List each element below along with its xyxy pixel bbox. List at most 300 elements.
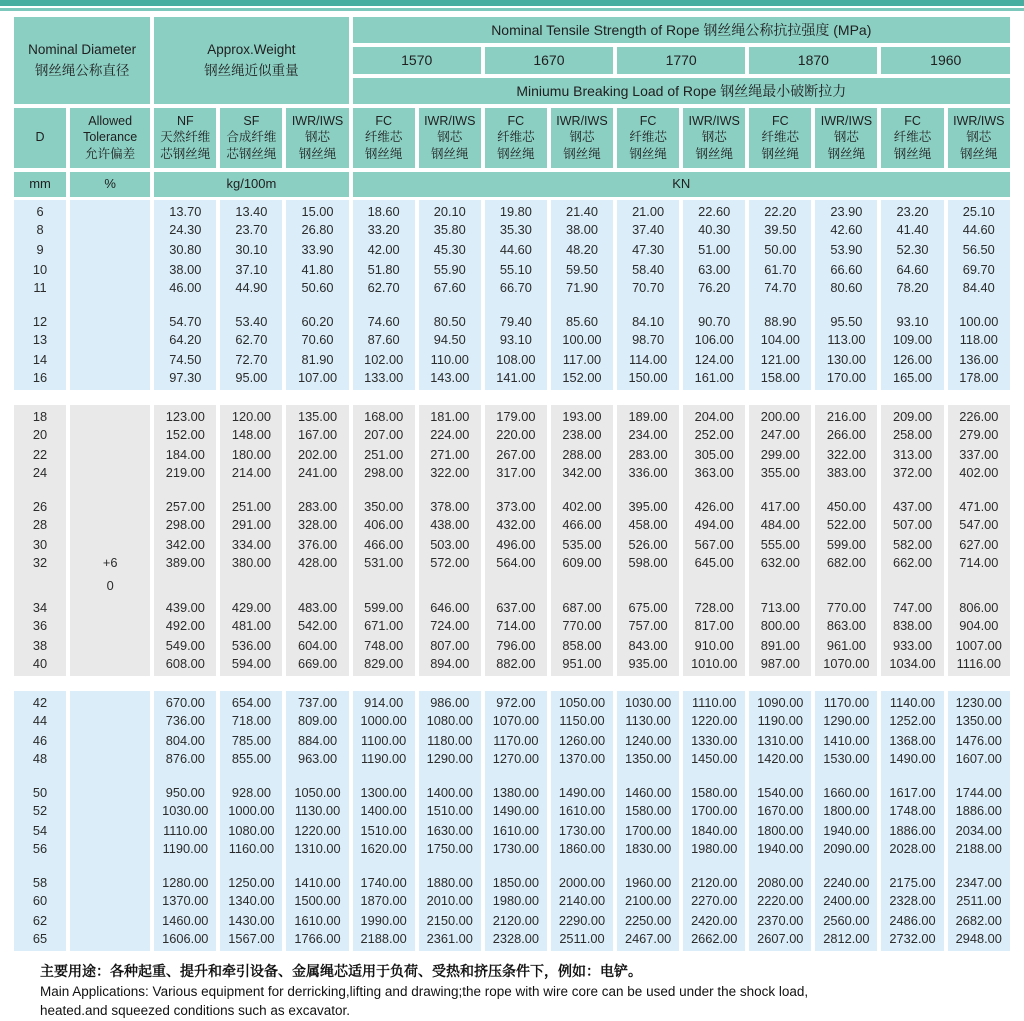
load-value: 42.60: [815, 220, 877, 240]
diameter-value: 65: [14, 931, 66, 951]
load-value: 55.10: [485, 260, 547, 280]
load-value: 863.00: [815, 616, 877, 636]
load-value: 549.00: [154, 636, 216, 656]
load-value: 1370.00: [154, 891, 216, 911]
load-value: 267.00: [485, 445, 547, 465]
load-value: 428.00: [286, 555, 348, 575]
load-value: 1270.00: [485, 751, 547, 771]
spacer-row: [14, 575, 1010, 596]
diameter-value: 54: [14, 821, 66, 841]
load-value: 178.00: [948, 370, 1010, 390]
load-value: 35.80: [419, 220, 481, 240]
tolerance-value: [70, 931, 150, 951]
load-value: 1660.00: [815, 781, 877, 801]
load-value: 219.00: [154, 465, 216, 485]
load-value: 1670.00: [749, 801, 811, 821]
load-value: 102.00: [353, 350, 415, 370]
load-value: 891.00: [749, 636, 811, 656]
load-value: 555.00: [749, 535, 811, 555]
col-head-fc-1870: FC 纤维芯 钢丝绳: [749, 108, 811, 172]
load-value: 100.00: [948, 310, 1010, 330]
load-value: 669.00: [286, 656, 348, 676]
load-value: 598.00: [617, 555, 679, 575]
load-value: 1180.00: [419, 731, 481, 751]
load-value: 350.00: [353, 495, 415, 515]
data-row-d65: [14, 931, 1010, 951]
diameter-value: 13: [14, 330, 66, 350]
load-value: 33.90: [286, 240, 348, 260]
load-value: 376.00: [286, 535, 348, 555]
load-value: 37.10: [220, 260, 282, 280]
load-value: 71.90: [551, 280, 613, 300]
load-value: 1100.00: [353, 731, 415, 751]
load-value: 2607.00: [749, 931, 811, 951]
diameter-value: 42: [14, 691, 66, 711]
load-value: 64.20: [154, 330, 216, 350]
load-value: 471.00: [948, 495, 1010, 515]
data-row-d52: [14, 801, 1010, 821]
data-row-d8: [14, 220, 1010, 240]
load-value: 383.00: [815, 465, 877, 485]
load-value: 1400.00: [419, 781, 481, 801]
data-row-d42: [14, 691, 1010, 711]
load-value: 1620.00: [353, 841, 415, 861]
load-value: 41.80: [286, 260, 348, 280]
load-value: 93.10: [485, 330, 547, 350]
data-row-d18: [14, 405, 1010, 425]
load-value: 1800.00: [815, 801, 877, 821]
load-value: 23.20: [881, 200, 943, 220]
load-value: 547.00: [948, 515, 1010, 535]
load-value: 200.00: [749, 405, 811, 425]
table-container: [0, 11, 1024, 951]
load-value: 2270.00: [683, 891, 745, 911]
load-value: 2328.00: [881, 891, 943, 911]
load-value: 118.00: [948, 330, 1010, 350]
load-value: 1860.00: [551, 841, 613, 861]
load-value: 181.00: [419, 405, 481, 425]
load-value: 209.00: [881, 405, 943, 425]
load-value: 466.00: [551, 515, 613, 535]
load-value: 1886.00: [948, 801, 1010, 821]
load-value: 770.00: [815, 596, 877, 616]
load-value: 800.00: [749, 616, 811, 636]
load-value: 2511.00: [551, 931, 613, 951]
diameter-value: 6: [14, 200, 66, 220]
load-value: 94.50: [419, 330, 481, 350]
load-value: 1090.00: [749, 691, 811, 711]
tolerance-value: [70, 871, 150, 891]
load-value: 675.00: [617, 596, 679, 616]
main-applications-en-line2: heated.and squeezed conditions such as excavator.: [40, 1003, 350, 1019]
load-value: 484.00: [749, 515, 811, 535]
load-value: 646.00: [419, 596, 481, 616]
diameter-value: 56: [14, 841, 66, 861]
load-value: 1260.00: [551, 731, 613, 751]
load-value: 599.00: [353, 596, 415, 616]
load-value: 216.00: [815, 405, 877, 425]
tolerance-value: [70, 841, 150, 861]
data-row-d12: [14, 310, 1010, 330]
load-value: 251.00: [220, 495, 282, 515]
load-value: 322.00: [815, 445, 877, 465]
load-value: 914.00: [353, 691, 415, 711]
col-head-iwr-1870: IWR/IWS 钢芯 钢丝绳: [815, 108, 877, 172]
load-value: 662.00: [881, 555, 943, 575]
diameter-value: 14: [14, 350, 66, 370]
load-value: 2100.00: [617, 891, 679, 911]
data-row-d58: [14, 871, 1010, 891]
load-value: 426.00: [683, 495, 745, 515]
load-value: 121.00: [749, 350, 811, 370]
load-value: 35.30: [485, 220, 547, 240]
load-value: 2812.00: [815, 931, 877, 951]
iwr-line-1: IWR/IWS: [291, 113, 344, 128]
load-value: 1476.00: [948, 731, 1010, 751]
data-row-d56: [14, 841, 1010, 861]
load-value: 1617.00: [881, 781, 943, 801]
load-value: 572.00: [419, 555, 481, 575]
col-head-iwr-1570: IWR/IWS 钢芯 钢丝绳: [419, 108, 481, 172]
tolerance-value: [70, 370, 150, 390]
load-value: 1430.00: [220, 911, 282, 931]
nf-line-1: NF: [176, 113, 194, 128]
diameter-value: 60: [14, 891, 66, 911]
tolerance-value: [70, 821, 150, 841]
data-row-d28: [14, 515, 1010, 535]
tensile-strength-header: Nominal Tensile Strength of Rope 钢丝绳公称抗拉强度 (MPa): [353, 17, 1010, 47]
load-value: 1610.00: [286, 911, 348, 931]
diameter-value: 48: [14, 751, 66, 771]
load-value: 107.00: [286, 370, 348, 390]
tolerance-value: [70, 596, 150, 616]
load-value: 51.80: [353, 260, 415, 280]
load-value: 13.70: [154, 200, 216, 220]
load-value: 1116.00: [948, 656, 1010, 676]
load-value: 124.00: [683, 350, 745, 370]
load-value: 438.00: [419, 515, 481, 535]
diameter-value: 32: [14, 555, 66, 575]
load-value: 1606.00: [154, 931, 216, 951]
spacer-row: [14, 861, 1010, 871]
load-value: 342.00: [154, 535, 216, 555]
load-value: 337.00: [948, 445, 1010, 465]
load-value: 843.00: [617, 636, 679, 656]
load-value: 1750.00: [419, 841, 481, 861]
load-value: 1870.00: [353, 891, 415, 911]
data-row-d50: [14, 781, 1010, 801]
load-value: 670.00: [154, 691, 216, 711]
data-row-d32: [14, 555, 1010, 575]
load-value: 61.70: [749, 260, 811, 280]
load-value: 466.00: [353, 535, 415, 555]
load-value: 2240.00: [815, 871, 877, 891]
data-row-d60: [14, 891, 1010, 911]
load-value: 283.00: [286, 495, 348, 515]
load-value: 1290.00: [419, 751, 481, 771]
data-row-d44: [14, 711, 1010, 731]
load-value: 279.00: [948, 425, 1010, 445]
load-value: 88.90: [749, 310, 811, 330]
load-value: 100.00: [551, 330, 613, 350]
load-value: 935.00: [617, 656, 679, 676]
data-row-d9: [14, 240, 1010, 260]
sf-line-2: 合成纤维: [226, 130, 277, 145]
load-value: 1730.00: [551, 821, 613, 841]
data-row-d20: [14, 425, 1010, 445]
load-value: 110.00: [419, 350, 481, 370]
load-value: 1766.00: [286, 931, 348, 951]
load-value: 882.00: [485, 656, 547, 676]
data-row-d62: [14, 911, 1010, 931]
load-value: 1070.00: [815, 656, 877, 676]
col-head-nf-core: [154, 108, 216, 172]
load-value: 72.70: [220, 350, 282, 370]
load-value: 238.00: [551, 425, 613, 445]
main-applications-en-line1: Main Applications: Various equipment for derricking,lifting and drawing;the rope with wire core can be used under the shock load,: [40, 983, 809, 999]
load-value: 1700.00: [617, 821, 679, 841]
col-head-tolerance: [70, 108, 150, 172]
load-value: 2400.00: [815, 891, 877, 911]
load-value: 305.00: [683, 445, 745, 465]
load-value: 1190.00: [154, 841, 216, 861]
tolerance-value: [70, 465, 150, 485]
load-value: 54.70: [154, 310, 216, 330]
load-value: 161.00: [683, 370, 745, 390]
load-value: 1540.00: [749, 781, 811, 801]
load-value: 135.00: [286, 405, 348, 425]
load-value: 1530.00: [815, 751, 877, 771]
footer-notes: [0, 951, 1024, 1021]
load-value: 70.70: [617, 280, 679, 300]
diameter-value: 26: [14, 495, 66, 515]
load-value: 258.00: [881, 425, 943, 445]
tolerance-line-3: 允许偏差: [85, 147, 136, 162]
load-value: 51.00: [683, 240, 745, 260]
sf-line-3: 芯钢丝绳: [226, 147, 277, 162]
load-value: 389.00: [154, 555, 216, 575]
load-value: 1630.00: [419, 821, 481, 841]
load-value: 64.60: [881, 260, 943, 280]
data-row-d24: [14, 465, 1010, 485]
load-value: 1110.00: [154, 821, 216, 841]
load-value: 2028.00: [881, 841, 943, 861]
load-value: 806.00: [948, 596, 1010, 616]
load-value: 582.00: [881, 535, 943, 555]
load-value: 313.00: [881, 445, 943, 465]
load-value: 38.00: [551, 220, 613, 240]
load-value: 66.60: [815, 260, 877, 280]
load-value: 22.20: [749, 200, 811, 220]
load-value: 1700.00: [683, 801, 745, 821]
load-value: 1190.00: [353, 751, 415, 771]
load-value: 13.40: [220, 200, 282, 220]
load-value: 47.30: [617, 240, 679, 260]
load-value: 378.00: [419, 495, 481, 515]
diameter-value: 12: [14, 310, 66, 330]
load-value: 251.00: [353, 445, 415, 465]
load-value: 1190.00: [749, 711, 811, 731]
load-value: 52.30: [881, 240, 943, 260]
load-value: 2175.00: [881, 871, 943, 891]
diameter-value: 8: [14, 220, 66, 240]
load-value: 1280.00: [154, 871, 216, 891]
load-value: 637.00: [485, 596, 547, 616]
load-value: 933.00: [881, 636, 943, 656]
load-value: 494.00: [683, 515, 745, 535]
spacer-row: [14, 676, 1010, 691]
load-value: 98.70: [617, 330, 679, 350]
load-value: 2120.00: [683, 871, 745, 891]
tolerance-value: [70, 310, 150, 330]
load-value: 858.00: [551, 636, 613, 656]
load-value: 1960.00: [617, 871, 679, 891]
load-value: 84.10: [617, 310, 679, 330]
tolerance-value: [70, 616, 150, 636]
load-value: 437.00: [881, 495, 943, 515]
load-value: 214.00: [220, 465, 282, 485]
spacer-row: [14, 390, 1010, 405]
load-value: 972.00: [485, 691, 547, 711]
table-body: [14, 200, 1010, 951]
load-value: 18.60: [353, 200, 415, 220]
load-value: 2370.00: [749, 911, 811, 931]
load-value: 74.60: [353, 310, 415, 330]
tolerance-value: [70, 330, 150, 350]
tolerance-line-2: Tolerance: [83, 130, 138, 145]
diameter-value: 30: [14, 535, 66, 555]
load-value: 30.80: [154, 240, 216, 260]
load-value: 106.00: [683, 330, 745, 350]
load-value: 2347.00: [948, 871, 1010, 891]
load-value: 1170.00: [485, 731, 547, 751]
load-value: 1000.00: [220, 801, 282, 821]
load-value: 97.30: [154, 370, 216, 390]
load-value: 30.10: [220, 240, 282, 260]
load-value: 2682.00: [948, 911, 1010, 931]
load-value: 714.00: [948, 555, 1010, 575]
load-value: 1034.00: [881, 656, 943, 676]
load-value: 150.00: [617, 370, 679, 390]
load-value: 298.00: [154, 515, 216, 535]
load-value: 1350.00: [617, 751, 679, 771]
load-value: 599.00: [815, 535, 877, 555]
load-value: 58.40: [617, 260, 679, 280]
load-value: 104.00: [749, 330, 811, 350]
load-value: 48.20: [551, 240, 613, 260]
load-value: 1460.00: [617, 781, 679, 801]
load-value: 26.80: [286, 220, 348, 240]
load-value: 170.00: [815, 370, 877, 390]
load-value: 291.00: [220, 515, 282, 535]
load-value: 1368.00: [881, 731, 943, 751]
load-value: 247.00: [749, 425, 811, 445]
load-value: 483.00: [286, 596, 348, 616]
load-value: 298.00: [353, 465, 415, 485]
load-value: 1450.00: [683, 751, 745, 771]
load-value: 531.00: [353, 555, 415, 575]
load-value: 363.00: [683, 465, 745, 485]
load-value: 458.00: [617, 515, 679, 535]
load-value: 60.20: [286, 310, 348, 330]
load-value: 1460.00: [154, 911, 216, 931]
load-value: 2034.00: [948, 821, 1010, 841]
strength-grade-1670: 1670: [485, 47, 613, 77]
tolerance-value: [70, 711, 150, 731]
load-value: 19.80: [485, 200, 547, 220]
load-value: 90.70: [683, 310, 745, 330]
units-row: [14, 172, 1010, 200]
load-value: 193.00: [551, 405, 613, 425]
col-head-iwr-core-weight: [286, 108, 348, 172]
load-value: 1567.00: [220, 931, 282, 951]
load-value: 2420.00: [683, 911, 745, 931]
tolerance-value: [70, 911, 150, 931]
load-value: 645.00: [683, 555, 745, 575]
tolerance-value: [70, 200, 150, 220]
approx-weight-zh: 钢丝绳近似重量: [204, 63, 299, 79]
load-value: 1330.00: [683, 731, 745, 751]
col-head-sf-core: [220, 108, 282, 172]
strength-grade-1770: 1770: [617, 47, 745, 77]
load-value: 1748.00: [881, 801, 943, 821]
load-value: 23.70: [220, 220, 282, 240]
load-value: 986.00: [419, 691, 481, 711]
approx-weight-en: Approx.Weight: [207, 41, 296, 57]
load-value: 1350.00: [948, 711, 1010, 731]
tolerance-value: [70, 260, 150, 280]
tolerance-value: [70, 731, 150, 751]
col-head-iwr-1960: IWR/IWS 钢芯 钢丝绳: [948, 108, 1010, 172]
load-value: 1150.00: [551, 711, 613, 731]
load-value: 804.00: [154, 731, 216, 751]
data-row-d40: [14, 656, 1010, 676]
load-value: 334.00: [220, 535, 282, 555]
load-value: 609.00: [551, 555, 613, 575]
load-value: 2150.00: [419, 911, 481, 931]
load-value: 1080.00: [419, 711, 481, 731]
load-value: 604.00: [286, 636, 348, 656]
tolerance-value: [70, 535, 150, 555]
load-value: 1030.00: [154, 801, 216, 821]
load-value: 1980.00: [683, 841, 745, 861]
load-value: 46.00: [154, 280, 216, 300]
spacer-row: [14, 771, 1010, 781]
load-value: 336.00: [617, 465, 679, 485]
load-value: 53.40: [220, 310, 282, 330]
load-value: 1730.00: [485, 841, 547, 861]
load-value: 2948.00: [948, 931, 1010, 951]
load-value: 536.00: [220, 636, 282, 656]
nominal-diameter-en: Nominal Diameter: [28, 41, 137, 57]
load-value: 2511.00: [948, 891, 1010, 911]
load-value: 44.90: [220, 280, 282, 300]
load-value: 21.40: [551, 200, 613, 220]
load-value: 165.00: [881, 370, 943, 390]
load-value: 257.00: [154, 495, 216, 515]
load-value: 503.00: [419, 535, 481, 555]
breaking-load-header: Miniumu Breaking Load of Rope 钢丝绳最小破断拉力: [353, 78, 1010, 108]
load-value: 402.00: [948, 465, 1010, 485]
load-value: 41.40: [881, 220, 943, 240]
load-value: 951.00: [551, 656, 613, 676]
nominal-diameter-header: [14, 17, 150, 108]
diameter-value: 34: [14, 596, 66, 616]
load-value: 2080.00: [749, 871, 811, 891]
tolerance-value: [70, 636, 150, 656]
load-value: 542.00: [286, 616, 348, 636]
load-value: 37.40: [617, 220, 679, 240]
